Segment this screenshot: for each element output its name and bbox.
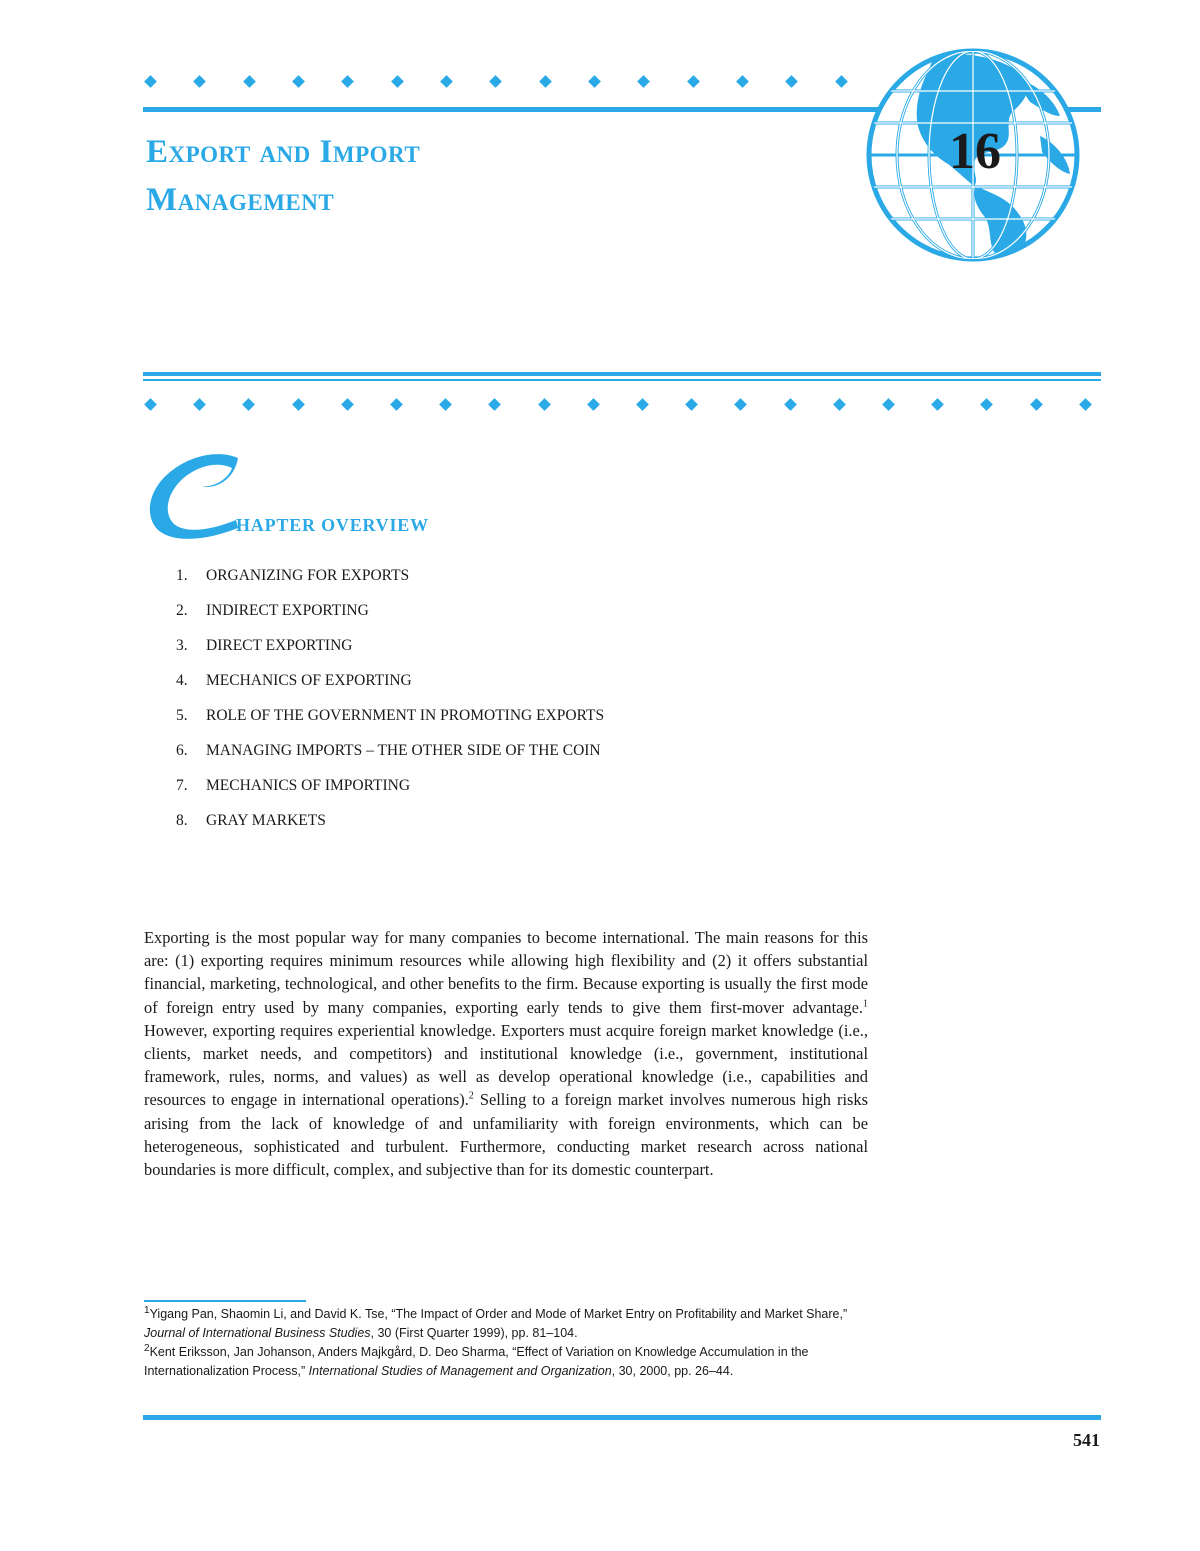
diamond-ornament [193,398,206,411]
middle-diamond-row [146,400,1090,409]
list-item [176,635,604,670]
chapter-number: 16 [949,123,1001,180]
diamond-ornament [784,398,797,411]
footnote-journal: International Studies of Management and Organization [308,1364,612,1378]
diamond-ornament [736,75,749,88]
middle-rule-top [143,372,1101,376]
list-item [176,565,604,600]
item-label: INDIRECT EXPORTING [206,602,369,619]
list-item [176,775,604,810]
chapter-title-line-1: Export and Import [146,134,421,170]
body-text-part: Exporting is the most popular way for many companies to become international. The main reasons for this are: (1) exporting requires minimum resources while allowing high flexibility and (2) it offers substantial financial, marketing, technological, and other benefits to the firm. Because exporting is usually the first mode of foreign entry used by many companies, exporting early tends to give them first-mover advantage. [144,928,868,1017]
footnote [144,1343,870,1381]
item-number: 1. [176,567,188,584]
list-item [176,740,604,775]
list-item [176,705,604,740]
item-label: GRAY MARKETS [206,812,326,829]
diamond-ornament [342,75,355,88]
footnote-text: , 30, 2000, pp. 26–44. [611,1364,734,1378]
diamond-ornament [390,398,403,411]
diamond-ornament [489,398,502,411]
diamond-ornament [538,398,551,411]
diamond-ornament [341,398,354,411]
item-number: 5. [176,707,188,724]
diamond-ornament [439,398,452,411]
footnote-text: , 30 (First Quarter 1999), pp. 81–104. [370,1326,578,1340]
overview-list [176,565,604,845]
diamond-ornament [292,75,305,88]
item-label: MECHANICS OF IMPORTING [206,777,411,794]
diamond-ornament [587,398,600,411]
diamond-ornament [687,75,700,88]
body-text-part: Selling to a foreign market involves numerous high risks arising from the lack of knowledge of and unfamiliarity with foreign environments, which can be heterogeneous, sophisticated and turbulent. Furthermore, conducting market research across national boundaries is more difficult, complex, and subjective than for its domestic counterpart. [144,1090,868,1180]
diamond-ornament [539,75,552,88]
footnote-ref: 2 [468,1090,474,1102]
footnote-separator [144,1300,306,1302]
item-label: ROLE OF THE GOVERNMENT IN PROMOTING EXPORTS [206,707,605,724]
list-item [176,670,604,705]
footnotes [144,1305,870,1381]
middle-rule-bottom [143,379,1101,381]
diamond-ornament [243,75,256,88]
diamond-ornament [1079,398,1092,411]
item-label: ORGANIZING FOR EXPORTS [206,567,410,584]
body-text-part: However, exporting requires experiential knowledge. Exporters must acquire foreign market knowledge (i.e., clients, market needs, and competitors) and institutional knowledge (i.e., government, institutional framework, rules, norms, and values) as well as develop operational knowledge (i.e., capabilities and resources to engage in international operations). [144,1020,868,1110]
diamond-ornament [243,398,256,411]
item-number: 7. [176,777,188,794]
item-label: DIRECT EXPORTING [206,637,353,654]
chapter-title [146,128,846,224]
chapter-title-line-2: Management [146,182,335,218]
diamond-ornament [144,75,157,88]
item-label: MECHANICS OF EXPORTING [206,672,412,689]
diamond-ornament [931,398,944,411]
diamond-ornament [144,398,157,411]
diamond-ornament [685,398,698,411]
diamond-ornament [588,75,601,88]
diamond-ornament [786,75,799,88]
item-number: 2. [176,602,188,619]
diamond-ornament [835,75,848,88]
item-number: 3. [176,637,188,654]
item-number: 4. [176,672,188,689]
item-number: 6. [176,742,188,759]
footnote-text: Kent Eriksson, Jan Johanson, Anders Majkgård, D. Deo Sharma, “Effect of Variation on Knowledge Accumulation in the Internationalization Process,” [144,1345,809,1378]
diamond-ornament [735,398,748,411]
diamond-ornament [638,75,651,88]
body-paragraph [144,926,868,1181]
diamond-ornament [833,398,846,411]
footnote [144,1305,870,1343]
page-number: 541 [1073,1430,1100,1450]
footnote-ref: 1 [863,998,868,1010]
footnote-mark: 1 [144,1304,150,1316]
diamond-ornament [490,75,503,88]
diamond-ornament [440,75,453,88]
footnote-mark: 2 [144,1342,150,1354]
diamond-ornament [391,75,404,88]
item-label: MANAGING IMPORTS – THE OTHER SIDE OF THE COIN [206,742,601,759]
overview-heading [236,515,429,536]
diamond-ornament [882,398,895,411]
diamond-ornament [636,398,649,411]
list-item [176,600,604,635]
item-number: 8. [176,812,188,829]
diamond-ornament [193,75,206,88]
diamond-ornament [1030,398,1043,411]
list-item [176,810,604,845]
top-diamond-row [146,77,846,86]
footnote-text: Yigang Pan, Shaomin Li, and David K. Tse, “The Impact of Order and Mode of Market Entry on Profitability and Market Share,” [149,1307,848,1321]
diamond-ornament [981,398,994,411]
footnote-journal: Journal of International Business Studies [144,1326,371,1340]
overview-heading-text: HAPTER OVERVIEW [236,515,429,535]
diamond-ornament [292,398,305,411]
bottom-rule [143,1415,1101,1420]
